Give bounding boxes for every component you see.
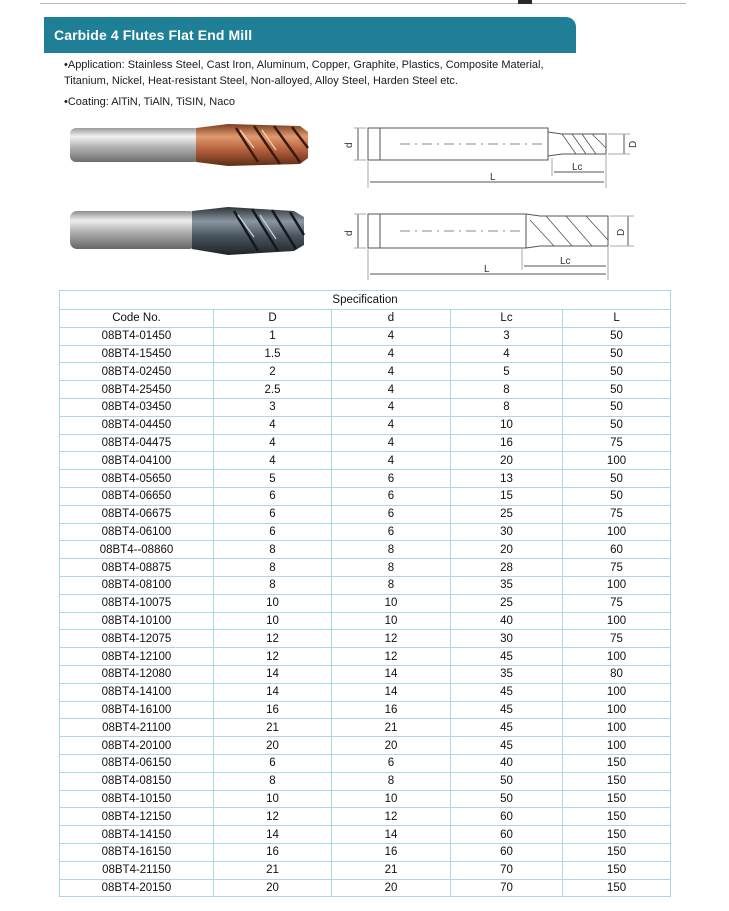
table-cell: 50 <box>563 398 671 416</box>
table-row <box>60 683 671 701</box>
table-cell: 6 <box>332 754 451 772</box>
table-cell: 10 <box>332 790 451 808</box>
table-row <box>60 434 671 452</box>
table-cell: 08BT4-12100 <box>60 648 214 666</box>
table-cell: 20 <box>214 737 332 755</box>
table-cell: 08BT4-05650 <box>60 470 214 488</box>
coating-text: •Coating: AlTiN, TiAlN, TiSIN, Naco <box>64 96 235 108</box>
table-cell: 10 <box>332 612 451 630</box>
table-cell: 4 <box>332 345 451 363</box>
table-row <box>60 576 671 594</box>
table-cell: 50 <box>563 470 671 488</box>
table-cell: 100 <box>563 719 671 737</box>
table-cell: 150 <box>563 790 671 808</box>
table-cell: 150 <box>563 772 671 790</box>
top-rule <box>40 3 686 4</box>
table-cell: 100 <box>563 683 671 701</box>
table-cell: 3 <box>451 327 563 345</box>
table-cell: 20 <box>332 737 451 755</box>
table-cell: 35 <box>451 665 563 683</box>
table-row <box>60 879 671 897</box>
table-cell: 45 <box>451 648 563 666</box>
table-cell: 30 <box>451 630 563 648</box>
table-cell: 16 <box>214 701 332 719</box>
table-cell: 10 <box>214 594 332 612</box>
specification-table <box>59 290 671 897</box>
table-row <box>60 843 671 861</box>
table-cell: 75 <box>563 630 671 648</box>
table-row <box>60 345 671 363</box>
table-cell: 50 <box>563 327 671 345</box>
table-cell: 8 <box>214 541 332 559</box>
table-cell: 10 <box>332 594 451 612</box>
table-row <box>60 505 671 523</box>
table-row <box>60 541 671 559</box>
table-cell: 150 <box>563 826 671 844</box>
table-cell: 60 <box>451 843 563 861</box>
table-row <box>60 630 671 648</box>
column-header: D <box>214 310 332 328</box>
table-cell: 50 <box>563 487 671 505</box>
table-cell: 5 <box>214 470 332 488</box>
table-cell: 1 <box>214 327 332 345</box>
table-cell: 21 <box>332 861 451 879</box>
table-cell: 150 <box>563 843 671 861</box>
table-cell: 4 <box>332 363 451 381</box>
table-cell: 75 <box>563 559 671 577</box>
table-row <box>60 559 671 577</box>
table-row <box>60 861 671 879</box>
table-cell: 08BT4-06100 <box>60 523 214 541</box>
table-cell: 45 <box>451 683 563 701</box>
drawing2-label-D: D <box>616 228 627 236</box>
drawing1-label-L: L <box>490 172 496 183</box>
column-header: Lc <box>451 310 563 328</box>
table-cell: 08BT4-14150 <box>60 826 214 844</box>
table-cell: 45 <box>451 701 563 719</box>
table-cell: 8 <box>451 398 563 416</box>
table-cell: 12 <box>214 648 332 666</box>
table-cell: 08BT4-21100 <box>60 719 214 737</box>
table-cell: 14 <box>214 826 332 844</box>
table-cell: 14 <box>214 665 332 683</box>
table-cell: 8 <box>332 576 451 594</box>
table-cell: 45 <box>451 737 563 755</box>
table-cell: 60 <box>451 808 563 826</box>
table-cell: 20 <box>332 879 451 897</box>
table-row <box>60 648 671 666</box>
table-cell: 08BT4-15450 <box>60 345 214 363</box>
table-cell: 150 <box>563 861 671 879</box>
table-cell: 12 <box>332 630 451 648</box>
table-cell: 100 <box>563 737 671 755</box>
table-cell: 08BT4-12080 <box>60 665 214 683</box>
table-cell: 8 <box>451 381 563 399</box>
column-header: L <box>563 310 671 328</box>
table-cell: 14 <box>332 826 451 844</box>
table-cell: 50 <box>563 381 671 399</box>
table-cell: 10 <box>214 612 332 630</box>
table-cell: 16 <box>214 843 332 861</box>
table-row <box>60 327 671 345</box>
table-cell: 08BT4-12075 <box>60 630 214 648</box>
table-cell: 08BT4-08875 <box>60 559 214 577</box>
table-cell: 08BT4--08860 <box>60 541 214 559</box>
application-text: •Application: Stainless Steel, Cast Iron, Aluminum, Copper, Graphite, Plastics, Composite Material, Titanium, Nickel, Heat-resistant Steel, Non-alloyed, Alloy Steel, Harden Steel etc. <box>64 59 544 87</box>
table-cell: 16 <box>332 843 451 861</box>
table-cell: 4 <box>332 381 451 399</box>
table-cell: 40 <box>451 612 563 630</box>
table-cell: 12 <box>332 648 451 666</box>
table-cell: 8 <box>214 772 332 790</box>
table-cell: 08BT4-06650 <box>60 487 214 505</box>
table-cell: 6 <box>332 505 451 523</box>
technical-drawing-2 <box>340 204 640 284</box>
table-cell: 4 <box>332 452 451 470</box>
technical-drawing-1 <box>340 118 640 194</box>
table-header-row <box>60 310 671 328</box>
table-cell: 4 <box>451 345 563 363</box>
table-cell: 08BT4-06675 <box>60 505 214 523</box>
table-cell: 6 <box>332 523 451 541</box>
table-cell: 6 <box>214 487 332 505</box>
table-cell: 10 <box>214 790 332 808</box>
page-title: Carbide 4 Flutes Flat End Mill <box>54 27 253 43</box>
table-cell: 50 <box>563 416 671 434</box>
table-cell: 6 <box>214 523 332 541</box>
table-cell: 6 <box>332 470 451 488</box>
table-cell: 100 <box>563 701 671 719</box>
table-cell: 50 <box>563 363 671 381</box>
table-cell: 100 <box>563 523 671 541</box>
table-row <box>60 754 671 772</box>
table-cell: 08BT4-04450 <box>60 416 214 434</box>
table-cell: 70 <box>451 861 563 879</box>
end-mill-photo-bronze <box>68 118 316 172</box>
table-cell: 50 <box>563 345 671 363</box>
drawing1-label-Lc: Lc <box>572 162 583 173</box>
table-cell: 8 <box>214 559 332 577</box>
table-cell: 08BT4-04475 <box>60 434 214 452</box>
table-cell: 20 <box>451 452 563 470</box>
table-cell: 2.5 <box>214 381 332 399</box>
table-cell: 08BT4-10100 <box>60 612 214 630</box>
table-cell: 8 <box>332 541 451 559</box>
table-body <box>60 327 671 897</box>
table-cell: 08BT4-16150 <box>60 843 214 861</box>
table-cell: 14 <box>332 683 451 701</box>
table-cell: 21 <box>214 861 332 879</box>
column-header: Code No. <box>60 310 214 328</box>
table-row <box>60 363 671 381</box>
table-cell: 70 <box>451 879 563 897</box>
table-cell: 12 <box>332 808 451 826</box>
table-cell: 75 <box>563 505 671 523</box>
table-row <box>60 719 671 737</box>
table-cell: 08BT4-14100 <box>60 683 214 701</box>
table-cell: 8 <box>332 559 451 577</box>
table-cell: 150 <box>563 879 671 897</box>
table-row <box>60 701 671 719</box>
table-cell: 08BT4-16100 <box>60 701 214 719</box>
column-header: d <box>332 310 451 328</box>
table-cell: 100 <box>563 576 671 594</box>
table-cell: 60 <box>563 541 671 559</box>
table-cell: 60 <box>451 826 563 844</box>
table-cell: 4 <box>332 434 451 452</box>
table-cell: 08BT4-10075 <box>60 594 214 612</box>
table-row <box>60 612 671 630</box>
table-cell: 35 <box>451 576 563 594</box>
table-cell: 150 <box>563 754 671 772</box>
table-row <box>60 416 671 434</box>
table-cell: 25 <box>451 505 563 523</box>
table-cell: 08BT4-25450 <box>60 381 214 399</box>
table-cell: 12 <box>214 808 332 826</box>
table-cell: 45 <box>451 719 563 737</box>
table-cell: 8 <box>214 576 332 594</box>
table-cell: 08BT4-02450 <box>60 363 214 381</box>
table-cell: 30 <box>451 523 563 541</box>
table-cell: 4 <box>214 452 332 470</box>
table-cell: 150 <box>563 808 671 826</box>
table-cell: 4 <box>214 434 332 452</box>
table-cell: 08BT4-04100 <box>60 452 214 470</box>
drawing2-label-Lc: Lc <box>560 256 571 267</box>
table-cell: 12 <box>214 630 332 648</box>
table-cell: 14 <box>332 665 451 683</box>
table-cell: 4 <box>332 398 451 416</box>
table-cell: 08BT4-01450 <box>60 327 214 345</box>
table-cell: 75 <box>563 594 671 612</box>
table-cell: 08BT4-03450 <box>60 398 214 416</box>
table-cell: 20 <box>214 879 332 897</box>
table-cell: 4 <box>332 416 451 434</box>
table-cell: 08BT4-10150 <box>60 790 214 808</box>
table-cell: 08BT4-08150 <box>60 772 214 790</box>
table-cell: 3 <box>214 398 332 416</box>
table-cell: 21 <box>214 719 332 737</box>
table-cell: 1.5 <box>214 345 332 363</box>
table-cell: 100 <box>563 648 671 666</box>
table-row <box>60 523 671 541</box>
table-cell: 10 <box>451 416 563 434</box>
table-cell: 21 <box>332 719 451 737</box>
section-banner <box>44 17 576 53</box>
table-cell: 50 <box>451 772 563 790</box>
table-row <box>60 737 671 755</box>
table-cell: 08BT4-12150 <box>60 808 214 826</box>
table-cell: 40 <box>451 754 563 772</box>
table-row <box>60 808 671 826</box>
table-row <box>60 790 671 808</box>
table-cell: 8 <box>332 772 451 790</box>
table-cell: 100 <box>563 612 671 630</box>
drawing2-label-d: d <box>344 230 355 236</box>
table-row <box>60 487 671 505</box>
table-cell: 16 <box>451 434 563 452</box>
table-cell: 16 <box>332 701 451 719</box>
drawing1-label-d: d <box>344 142 355 148</box>
drawing1-label-D: D <box>628 140 639 148</box>
table-row <box>60 381 671 399</box>
top-rule-marker <box>518 0 532 4</box>
table-cell: 20 <box>451 541 563 559</box>
table-row <box>60 398 671 416</box>
table-cell: 08BT4-20100 <box>60 737 214 755</box>
table-cell: 15 <box>451 487 563 505</box>
table-cell: 80 <box>563 665 671 683</box>
table-cell: 13 <box>451 470 563 488</box>
table-cell: 50 <box>451 790 563 808</box>
end-mill-photo-grey <box>68 203 316 259</box>
table-cell: 4 <box>214 416 332 434</box>
table-row <box>60 470 671 488</box>
table-cell: 6 <box>332 487 451 505</box>
drawing2-label-L: L <box>484 264 490 275</box>
table-title: Specification <box>60 291 671 310</box>
table-cell: 6 <box>214 505 332 523</box>
table-cell: 08BT4-08100 <box>60 576 214 594</box>
table-cell: 08BT4-06150 <box>60 754 214 772</box>
table-cell: 08BT4-21150 <box>60 861 214 879</box>
table-cell: 08BT4-20150 <box>60 879 214 897</box>
table-row <box>60 826 671 844</box>
table-cell: 100 <box>563 452 671 470</box>
table-cell: 6 <box>214 754 332 772</box>
table-row <box>60 665 671 683</box>
table-cell: 4 <box>332 327 451 345</box>
table-cell: 75 <box>563 434 671 452</box>
table-cell: 28 <box>451 559 563 577</box>
table-row <box>60 594 671 612</box>
table-row <box>60 772 671 790</box>
table-cell: 5 <box>451 363 563 381</box>
table-row <box>60 452 671 470</box>
table-cell: 25 <box>451 594 563 612</box>
table-cell: 14 <box>214 683 332 701</box>
table-cell: 2 <box>214 363 332 381</box>
